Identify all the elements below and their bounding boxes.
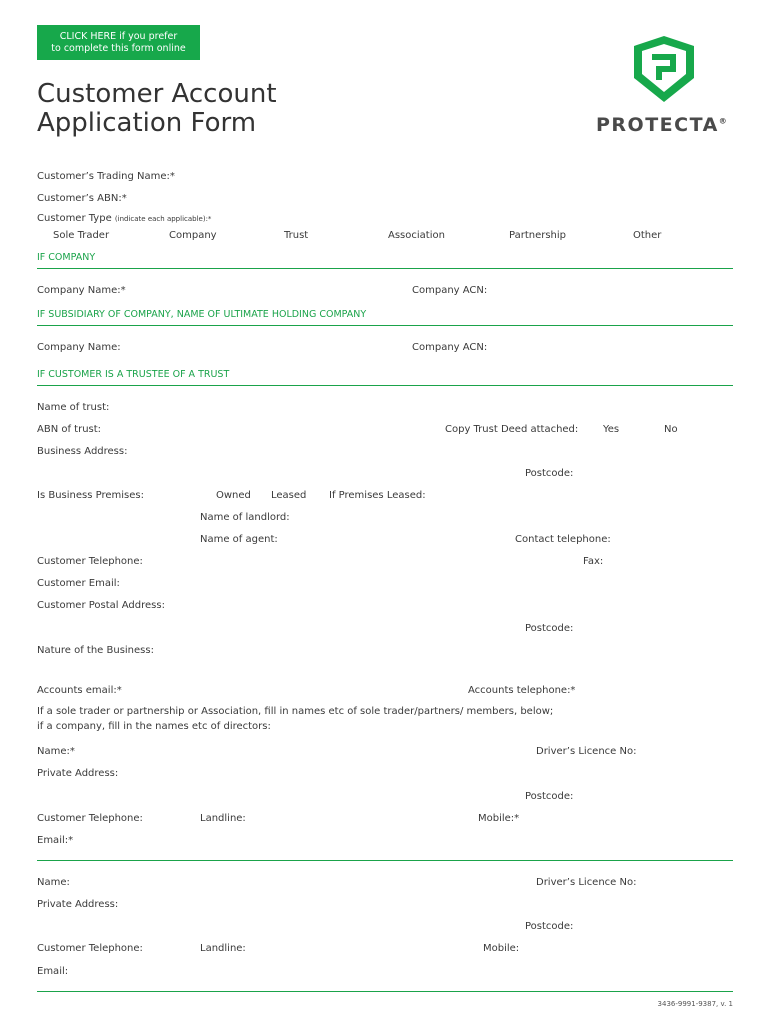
business-address-label: Business Address: (37, 446, 128, 457)
online-form-button-line2: to complete this form online (51, 42, 186, 54)
trust-deed-yes[interactable]: Yes (603, 424, 620, 435)
registered-mark: ® (718, 116, 729, 126)
option-sole-trader[interactable]: Sole Trader (53, 230, 110, 241)
customer-email-label: Customer Email: (37, 578, 120, 589)
instructions-line1: If a sole trader or partnership or Association, fill in names etc of sole trader/partners/ members, below; (37, 706, 554, 717)
postal-address-label: Customer Postal Address: (37, 600, 165, 611)
option-partnership[interactable]: Partnership (509, 230, 567, 241)
protecta-shield-icon (632, 34, 696, 104)
agent-label: Name of agent: (200, 534, 278, 545)
option-company[interactable]: Company (169, 230, 217, 241)
section-trustee: IF CUSTOMER IS A TRUSTEE OF A TRUST (37, 369, 230, 380)
nature-of-business-label: Nature of the Business: (37, 645, 154, 656)
page-title-line2: Application Form (37, 108, 257, 138)
section-if-company: IF COMPANY (37, 252, 96, 263)
company-acn-label: Company ACN: (412, 285, 488, 296)
customer-type-hint: (indicate each applicable):* (114, 215, 212, 223)
section-divider (37, 385, 733, 386)
trust-name-label: Name of trust: (37, 402, 110, 413)
person1-postcode-label: Postcode: (525, 791, 574, 802)
customer-type-text: Customer Type (37, 213, 112, 224)
trading-name-label: Customer’s Trading Name:* (37, 171, 175, 182)
person1-telephone-label: Customer Telephone: (37, 813, 143, 824)
option-trust[interactable]: Trust (284, 230, 309, 241)
section-divider (37, 325, 733, 326)
premises-leased-option[interactable]: Leased (271, 490, 307, 501)
brand-name (596, 114, 728, 136)
abn-label: Customer’s ABN:* (37, 193, 127, 204)
person2-telephone-label: Customer Telephone: (37, 943, 143, 954)
person1-landline-label: Landline: (200, 813, 246, 824)
fax-label: Fax: (583, 556, 604, 567)
document-reference: 3436-9991-9387, v. 1 (657, 1000, 733, 1008)
online-form-button-line1: CLICK HERE if you prefer (59, 30, 178, 42)
option-association[interactable]: Association (388, 230, 445, 241)
holding-company-acn-label: Company ACN: (412, 342, 488, 353)
page-title-line1: Customer Account (37, 79, 277, 109)
premises-label: Is Business Premises: (37, 490, 144, 501)
instructions-line2: if a company, fill in the names etc of directors: (37, 721, 271, 732)
section-divider (37, 268, 733, 269)
person1-licence-label: Driver’s Licence No: (536, 746, 637, 757)
company-name-label: Company Name:* (37, 285, 126, 296)
postal-postcode-label: Postcode: (525, 623, 574, 634)
person2-email-label: Email: (37, 966, 69, 977)
customer-telephone-label: Customer Telephone: (37, 556, 143, 567)
page-title (37, 80, 277, 138)
person2-mobile-label: Mobile: (483, 943, 520, 954)
brand-name-text: PROTECTA (596, 114, 719, 136)
person2-landline-label: Landline: (200, 943, 246, 954)
business-postcode-label: Postcode: (525, 468, 574, 479)
trust-deed-no[interactable]: No (664, 424, 678, 435)
online-form-button[interactable] (37, 25, 200, 60)
trust-deed-label: Copy Trust Deed attached: (445, 424, 579, 435)
person2-licence-label: Driver’s Licence No: (536, 877, 637, 888)
person-divider (37, 860, 733, 861)
person1-mobile-label: Mobile:* (478, 813, 520, 824)
section-subsidiary: IF SUBSIDIARY OF COMPANY, NAME OF ULTIMATE HOLDING COMPANY (37, 309, 367, 320)
accounts-email-label: Accounts email:* (37, 685, 122, 696)
person2-postcode-label: Postcode: (525, 921, 574, 932)
person2-address-label: Private Address: (37, 899, 119, 910)
landlord-label: Name of landlord: (200, 512, 290, 523)
person1-email-label: Email:* (37, 835, 74, 846)
contact-telephone-label: Contact telephone: (515, 534, 611, 545)
customer-type-label (37, 213, 211, 224)
premises-owned-option[interactable]: Owned (216, 490, 251, 501)
person1-address-label: Private Address: (37, 768, 119, 779)
trust-abn-label: ABN of trust: (37, 424, 102, 435)
accounts-telephone-label: Accounts telephone:* (468, 685, 576, 696)
person2-name-label: Name: (37, 877, 70, 888)
person1-name-label: Name:* (37, 746, 75, 757)
option-other[interactable]: Other (633, 230, 662, 241)
footer-divider (37, 991, 733, 992)
holding-company-name-label: Company Name: (37, 342, 121, 353)
if-leased-label: If Premises Leased: (329, 490, 426, 501)
